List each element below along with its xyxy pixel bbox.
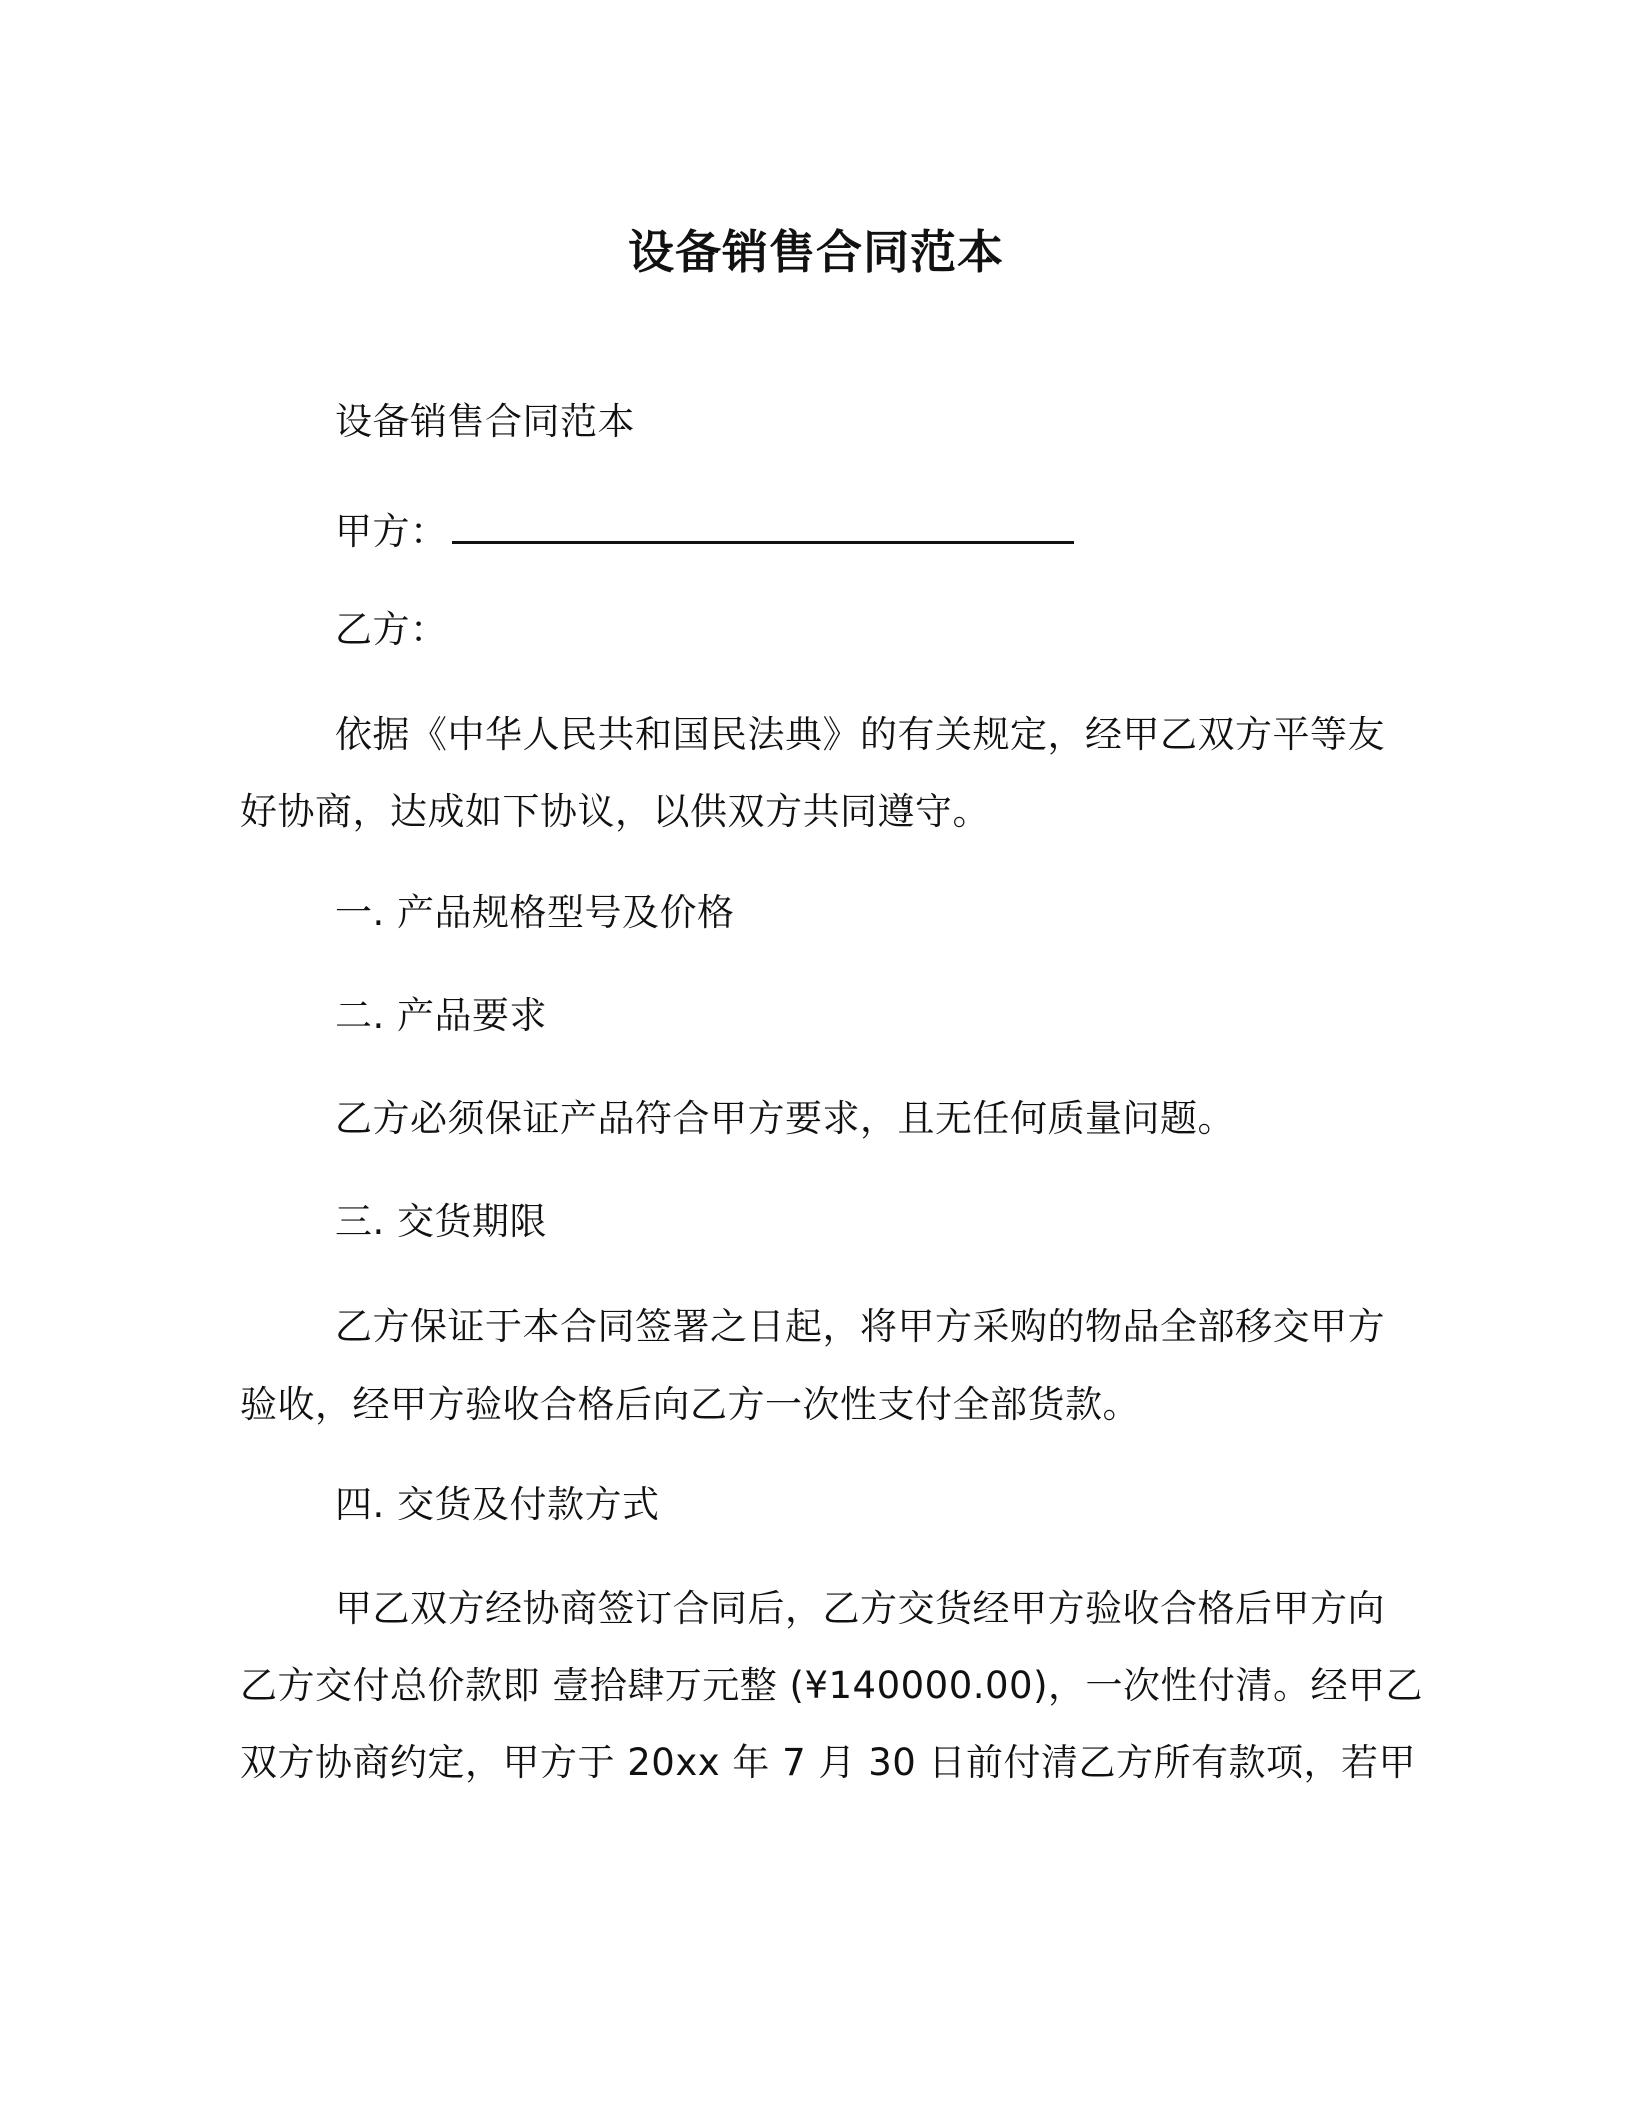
- section-2-heading: 二. 产品要求: [335, 994, 548, 1037]
- section-1-heading: 一. 产品规格型号及价格: [335, 891, 735, 934]
- party-a-line: [335, 505, 1074, 557]
- document-title: 设备销售合同范本: [628, 225, 1004, 279]
- section-3-body-line-2: 验收，经甲方验收合格后向乙方一次性支付全部货款。: [240, 1383, 1140, 1426]
- section-4-body-line-3: 双方协商约定，甲方于 20xx 年 7 月 30 日前付清乙方所有款项，若甲: [240, 1741, 1417, 1784]
- party-b-label: 乙方：: [335, 608, 448, 651]
- section-2-body: 乙方必须保证产品符合甲方要求，且无任何质量问题。: [335, 1097, 1235, 1140]
- document-subtitle: 设备销售合同范本: [335, 400, 635, 443]
- preamble-line-1: 依据《中华人民共和国民法典》的有关规定，经甲乙双方平等友: [335, 713, 1385, 756]
- preamble-line-2: 好协商，达成如下协议，以供双方共同遵守。: [240, 790, 990, 833]
- party-a-blank: [452, 505, 1074, 544]
- section-3-heading: 三. 交货期限: [335, 1200, 548, 1243]
- section-4-body-line-1: 甲乙双方经协商签订合同后，乙方交货经甲方验收合格后甲方向: [335, 1587, 1385, 1630]
- section-4-body-line-2: 乙方交付总价款即 壹拾肆万元整 (¥140000.00)，一次性付清。经甲乙: [240, 1664, 1424, 1707]
- section-3-body-line-1: 乙方保证于本合同签署之日起，将甲方采购的物品全部移交甲方: [335, 1305, 1385, 1348]
- party-a-label: 甲方：: [335, 510, 448, 553]
- section-4-heading: 四. 交货及付款方式: [335, 1483, 660, 1526]
